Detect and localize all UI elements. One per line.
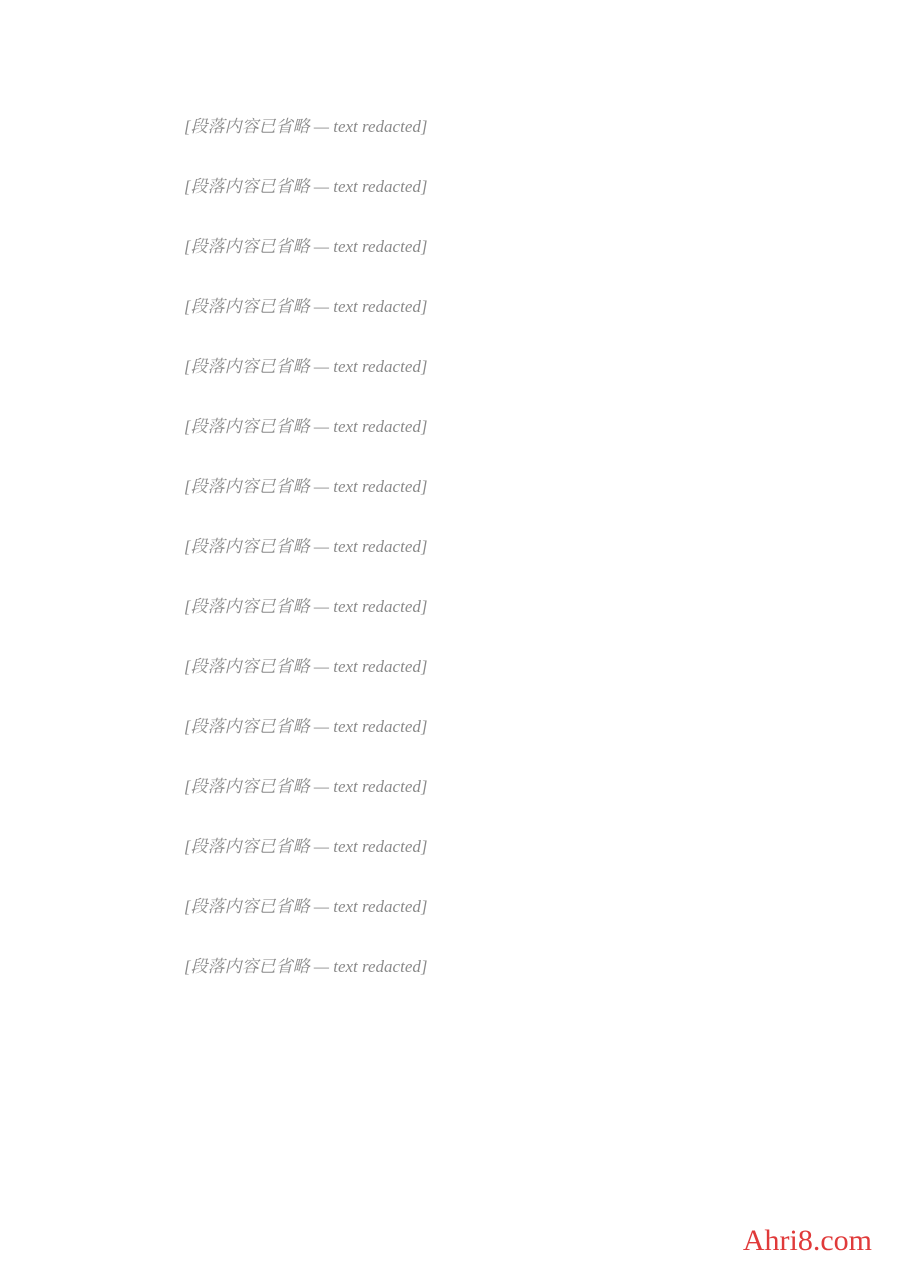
paragraph: [段落内容已省略 — text redacted] <box>184 717 428 736</box>
paragraph: [段落内容已省略 — text redacted] <box>184 657 428 676</box>
paragraph: [段落内容已省略 — text redacted] <box>184 537 428 556</box>
paragraph: [段落内容已省略 — text redacted] <box>184 897 428 916</box>
paragraph: [段落内容已省略 — text redacted] <box>184 597 428 616</box>
paragraph: [段落内容已省略 — text redacted] <box>184 357 428 376</box>
paragraph: [段落内容已省略 — text redacted] <box>184 117 428 136</box>
paragraph: [段落内容已省略 — text redacted] <box>184 237 428 256</box>
page-body <box>150 110 750 1010</box>
paragraph: [段落内容已省略 — text redacted] <box>184 477 428 496</box>
paragraph: [段落内容已省略 — text redacted] <box>184 417 428 436</box>
paragraph: [段落内容已省略 — text redacted] <box>184 177 428 196</box>
paragraph: [段落内容已省略 — text redacted] <box>184 777 428 796</box>
paragraph: [段落内容已省略 — text redacted] <box>184 957 428 976</box>
paragraph: [段落内容已省略 — text redacted] <box>184 297 428 316</box>
site-watermark: Ahri8.com <box>742 1224 872 1257</box>
paragraph: [段落内容已省略 — text redacted] <box>184 837 428 856</box>
